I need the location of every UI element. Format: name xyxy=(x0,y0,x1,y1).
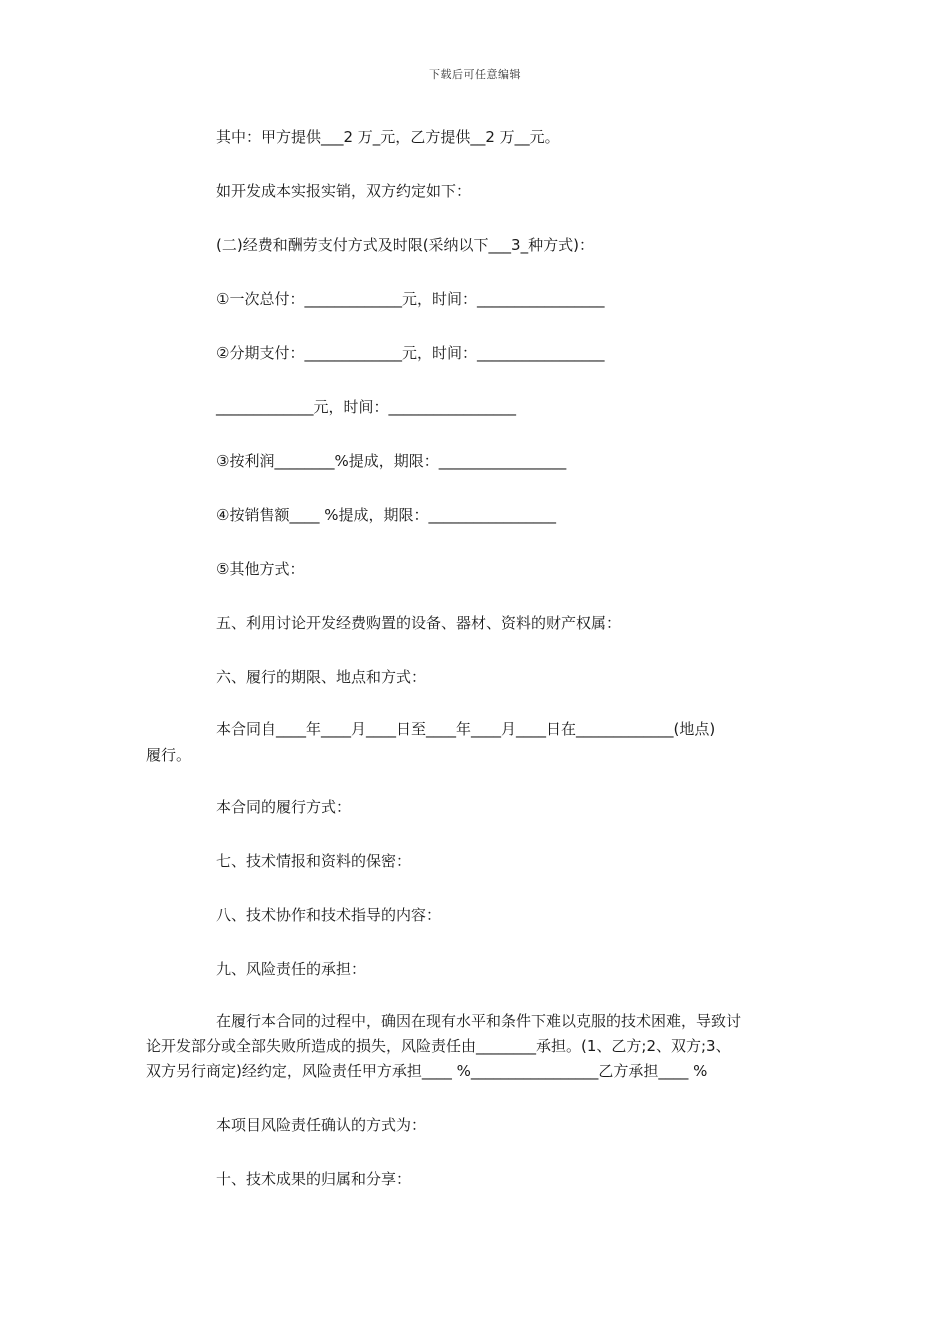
reimbursement-line: 如开发成本实报实销，双方约定如下： xyxy=(216,182,472,200)
section-ten-heading: 十、技术成果的归属和分享： xyxy=(216,1170,412,1188)
section-six-heading: 六、履行的期限、地点和方式： xyxy=(216,668,427,686)
installment-line-2: _____________元，时间：_________________ xyxy=(216,398,517,416)
section-seven-heading: 七、技术情报和资料的保密： xyxy=(216,852,412,870)
lump-sum-line: ①一次总付：_____________元，时间：_________________ xyxy=(216,290,605,308)
sales-share-line: ④按销售额____ %提成，期限：_________________ xyxy=(216,506,556,524)
risk-paragraph-line-2: 论开发部分或全部失败所造成的损失，风险责任由________承担。(1、乙方;2、双方;3、 xyxy=(146,1037,731,1055)
section-five-heading: 五、利用讨论开发经费购置的设备、器材、资料的财产权属： xyxy=(216,614,622,632)
funding-split-line: 其中：甲方提供___2 万_元，乙方提供__2 万__元。 xyxy=(216,128,560,146)
installment-line: ②分期支付：_____________元，时间：_________________ xyxy=(216,344,605,362)
risk-paragraph-line-1: 在履行本合同的过程中，确因在现有水平和条件下难以克服的技术困难，导致讨 xyxy=(216,1012,742,1030)
term-line: 本合同自____年____月____日至____年____月____日在_____________(地点) xyxy=(216,720,716,738)
risk-confirm-line: 本项目风险责任确认的方式为： xyxy=(216,1116,427,1134)
risk-paragraph-line-3: 双方另行商定)经约定，风险责任甲方承担____ %_________________乙方承担____ % xyxy=(146,1062,708,1080)
page-header: 下载后可任意编辑 xyxy=(429,68,521,81)
other-method-line: ⑤其他方式： xyxy=(216,560,305,578)
profit-share-line: ③按利润________%提成，期限：_________________ xyxy=(216,452,567,470)
section-eight-heading: 八、技术协作和技术指导的内容： xyxy=(216,906,442,924)
payment-method-heading: (二)经费和酬劳支付方式及时限(采纳以下___3_种方式)： xyxy=(216,236,594,254)
section-nine-heading: 九、风险责任的承担： xyxy=(216,960,367,978)
term-line-cont: 履行。 xyxy=(146,746,192,764)
performance-method-line: 本合同的履行方式： xyxy=(216,798,352,816)
